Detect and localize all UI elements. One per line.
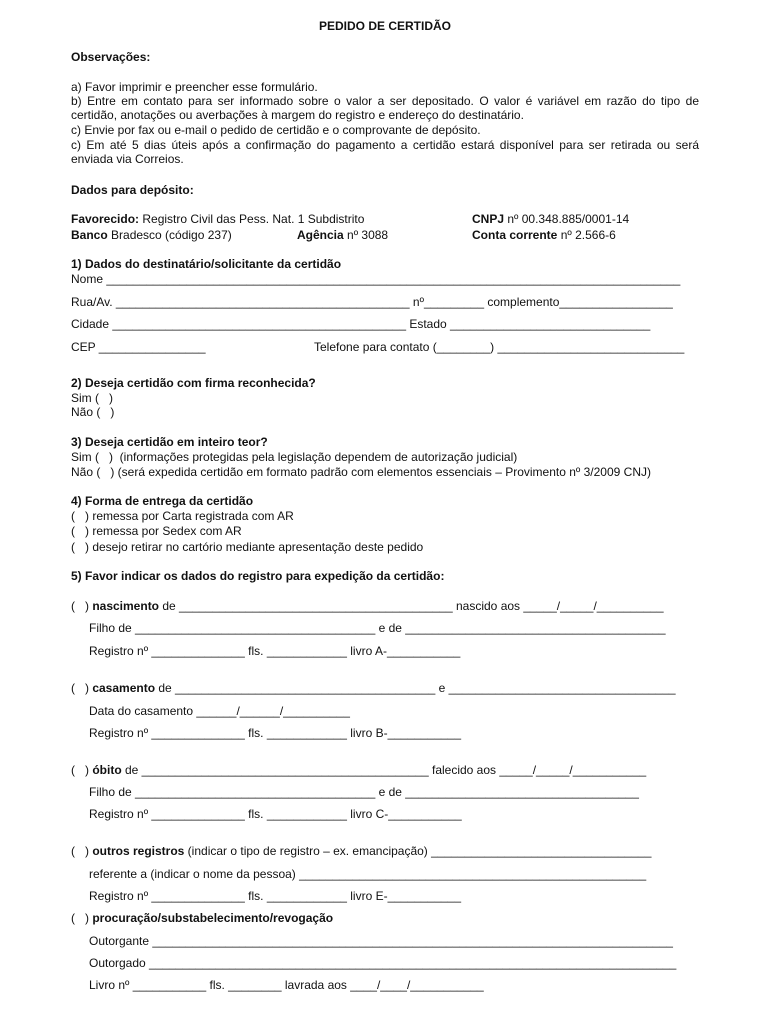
obito-registro-field[interactable]: Registro nº ______________ fls. ____________ livro C-___________ — [89, 807, 462, 821]
procuracao-label: procuração/substabelecimento/revogação — [92, 911, 334, 925]
entrega-retirar-option[interactable]: ( ) desejo retirar no cartório mediante apresentação deste pedido — [71, 540, 424, 554]
observation-a: a) Favor imprimir e preencher esse formulário. — [71, 80, 318, 94]
deposit-heading: Dados para depósito: — [71, 183, 194, 197]
obito-fields[interactable]: de ___________________________________________ falecido aos _____/_____/___________ — [121, 763, 647, 777]
casamento-checkbox[interactable]: ( ) — [71, 681, 93, 695]
conta-value: nº 2.566-6 — [557, 228, 616, 242]
section1-heading: 1) Dados do destinatário/solicitante da certidão — [71, 257, 342, 271]
nascimento-label: nascimento — [92, 599, 160, 613]
section2-heading: 2) Deseja certidão com firma reconhecida? — [71, 376, 316, 390]
observations-heading: Observações: — [71, 50, 151, 64]
nascimento-filho-field[interactable]: Filho de ____________________________________ e de _______________________________________ — [89, 621, 666, 635]
telefone-field[interactable]: Telefone para contato (________) ____________________________ — [314, 340, 685, 354]
casamento-data-field[interactable]: Data do casamento ______/______/__________ — [89, 704, 350, 718]
deposit-cnpj — [472, 212, 629, 226]
livro-field[interactable]: Livro nº ___________ fls. ________ lavrada aos ____/____/___________ — [89, 978, 484, 992]
procuracao-checkbox[interactable]: ( ) — [71, 911, 93, 925]
entrega-sedex-option[interactable]: ( ) remessa por Sedex com AR — [71, 524, 242, 538]
outorgante-field[interactable]: Outorgante ______________________________________________________________________________ — [89, 934, 673, 948]
nome-field[interactable]: Nome ______________________________________________________________________________________ — [71, 272, 681, 286]
procuracao-line[interactable] — [71, 911, 333, 925]
nascimento-fields[interactable]: de _________________________________________ nascido aos _____/_____/__________ — [159, 599, 664, 613]
obito-filho-field[interactable]: Filho de ____________________________________ e de ___________________________________ — [89, 785, 639, 799]
favorecido-value: Registro Civil das Pess. Nat. 1 Subdistrito — [139, 212, 365, 226]
casamento-fields[interactable]: de _______________________________________ e __________________________________ — [155, 681, 676, 695]
deposit-conta — [472, 228, 616, 242]
cnpj-label: CNPJ — [472, 212, 505, 226]
outorgado-field[interactable]: Outorgado _______________________________________________________________________________ — [89, 956, 677, 970]
firma-sim-option[interactable]: Sim ( ) — [71, 391, 113, 405]
observation-b-line1: b) Entre em contato para ser informado sobre o valor a ser depositado. O valor é variável em razão do tipo de — [71, 94, 699, 108]
rua-field[interactable]: Rua/Av. ____________________________________________ nº_________ complemento_________________ — [71, 295, 673, 309]
observation-c2-line2: enviada via Correios. — [71, 152, 184, 166]
observation-b-line2: certidão, anotações ou averbações à margem do registro e endereço do destinatário. — [71, 108, 524, 122]
agencia-label: Agência — [297, 228, 344, 242]
outros-referente-field[interactable]: referente a (indicar o nome da pessoa) ____________________________________________________ — [89, 867, 647, 881]
section5-heading: 5) Favor indicar os dados do registro para expedição da certidão: — [71, 569, 445, 583]
inteiro-teor-sim-option[interactable]: Sim ( ) (informações protegidas pela legislação dependem de autorização judicial) — [71, 450, 518, 464]
inteiro-teor-nao-option[interactable]: Não ( ) (será expedida certidão em formato padrão com elementos essenciais – Provimento nº 3/2009 CNJ) — [71, 465, 651, 479]
section3-heading: 3) Deseja certidão em inteiro teor? — [71, 435, 268, 449]
entrega-carta-option[interactable]: ( ) remessa por Carta registrada com AR — [71, 509, 294, 523]
deposit-agencia — [297, 228, 388, 242]
outros-registro-field[interactable]: Registro nº ______________ fls. ____________ livro E-___________ — [89, 889, 462, 903]
outros-line[interactable] — [71, 844, 651, 858]
deposit-banco — [71, 228, 232, 242]
casamento-line[interactable] — [71, 681, 676, 695]
obito-checkbox[interactable]: ( ) — [71, 763, 93, 777]
obito-line[interactable] — [71, 763, 646, 777]
banco-value: Bradesco (código 237) — [107, 228, 232, 242]
firma-nao-option[interactable]: Não ( ) — [71, 405, 115, 419]
cnpj-value: nº 00.348.885/0001-14 — [504, 212, 630, 226]
observation-c-line1: c) Envie por fax ou e-mail o pedido de certidão e o comprovante de depósito. — [71, 123, 481, 137]
banco-label: Banco — [71, 228, 108, 242]
nascimento-registro-field[interactable]: Registro nº ______________ fls. ____________ livro A-___________ — [89, 644, 461, 658]
deposit-favorecido — [71, 212, 364, 226]
agencia-value: nº 3088 — [343, 228, 389, 242]
favorecido-label: Favorecido: — [71, 212, 140, 226]
observation-c2-line1: c) Em até 5 dias úteis após a confirmação do pagamento a certidão estará disponível para ser retirada ou será — [71, 138, 699, 152]
outros-checkbox[interactable]: ( ) — [71, 844, 93, 858]
cidade-field[interactable]: Cidade ____________________________________________ Estado ______________________________ — [71, 317, 651, 331]
cep-field[interactable]: CEP ________________ — [71, 340, 206, 354]
form-title: PEDIDO DE CERTIDÃO — [318, 19, 451, 33]
outros-label: outros registros — [92, 844, 185, 858]
nascimento-line[interactable] — [71, 599, 664, 613]
outros-fields[interactable]: (indicar o tipo de registro – ex. emancipação) _________________________________ — [184, 844, 652, 858]
conta-label: Conta corrente — [472, 228, 558, 242]
nascimento-checkbox[interactable]: ( ) — [71, 599, 93, 613]
casamento-registro-field[interactable]: Registro nº ______________ fls. ____________ livro B-___________ — [89, 726, 462, 740]
section4-heading: 4) Forma de entrega da certidão — [71, 494, 254, 508]
casamento-label: casamento — [92, 681, 156, 695]
obito-label: óbito — [92, 763, 122, 777]
